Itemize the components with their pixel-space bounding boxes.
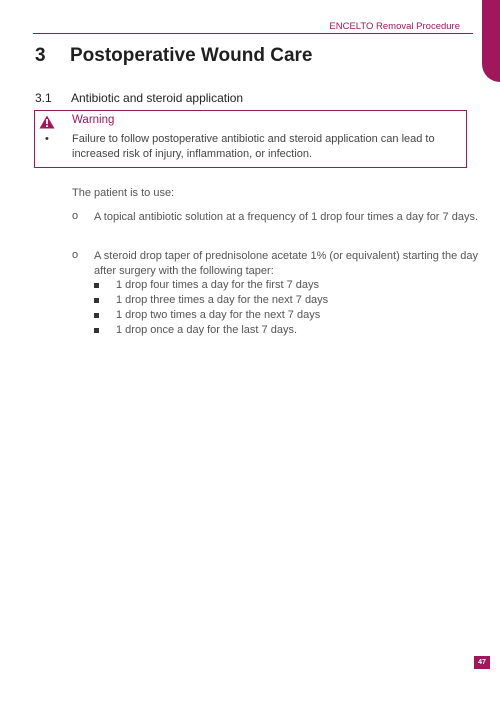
square-bullet-icon [94,328,99,333]
section-title: Postoperative Wound Care [70,45,313,66]
section-number: 3 [35,45,46,66]
warning-triangle-icon [39,115,55,129]
warning-box [34,110,467,168]
square-bullet-icon [94,283,99,288]
warning-bullet: • [45,133,49,145]
running-header: ENCELTO Removal Procedure [329,21,460,32]
header-rule [33,33,473,34]
section-heading [35,45,312,67]
list-marker: o [72,249,79,261]
list-marker: o [72,210,79,222]
square-bullet-icon [94,298,99,303]
list-item-text: A steroid drop taper of prednisolone acetate 1% (or equivalent) starting the day after surgery with the following taper: [94,250,479,277]
subsection-title: Antibiotic and steroid application [71,91,244,105]
subsection-heading [35,91,243,105]
warning-label: Warning [72,114,115,126]
corner-accent [482,0,500,82]
taper-item-text: 1 drop two times a day for the next 7 days [116,309,321,321]
list-item-text: A topical antibiotic solution at a frequency of 1 drop four times a day for 7 days. [94,211,478,223]
warning-text: Failure to follow postoperative antibiotic and steroid application can lead to increased risk of injury, inflammation, or infection. [72,133,435,160]
taper-item-text: 1 drop three times a day for the next 7 days [116,294,329,306]
page-number: 47 [474,656,490,669]
taper-item-text: 1 drop once a day for the last 7 days. [116,324,298,336]
intro-text: The patient is to use: [72,187,175,199]
subsection-number: 3.1 [35,91,52,105]
square-bullet-icon [94,313,99,318]
taper-item-text: 1 drop four times a day for the first 7 days [116,279,319,291]
